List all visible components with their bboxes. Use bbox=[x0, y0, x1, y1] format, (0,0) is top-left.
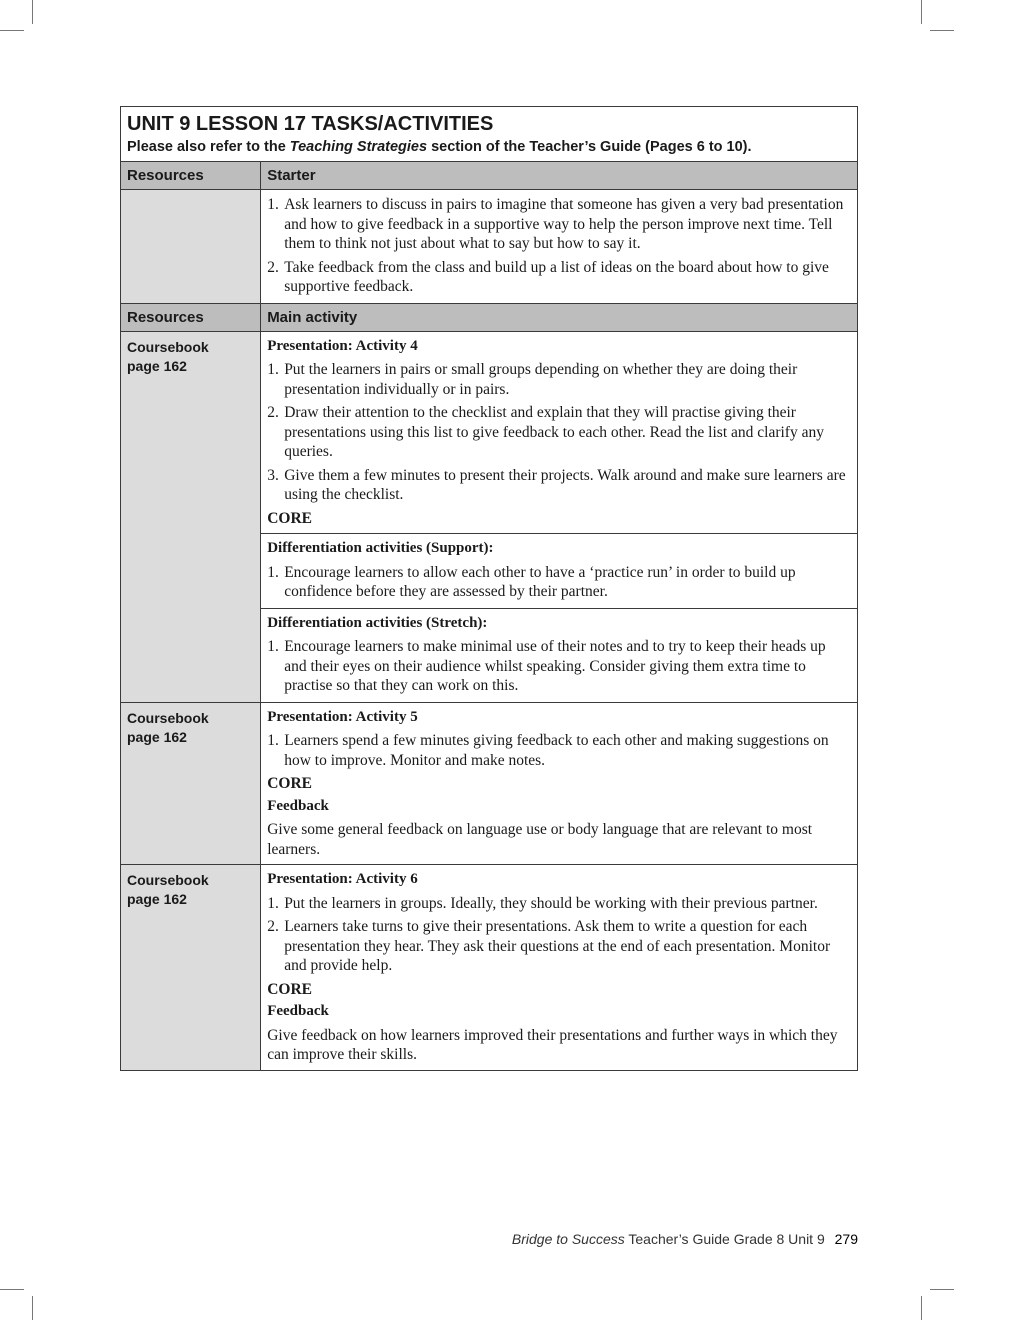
stretch-body bbox=[261, 608, 858, 702]
resources-cell-empty bbox=[121, 190, 261, 304]
activity5-body bbox=[261, 702, 858, 865]
list-item bbox=[267, 466, 849, 505]
subtitle-suffix: section of the Teacher’s Guide (Pages 6 to 10). bbox=[431, 139, 752, 155]
feedback-text: Give some general feedback on language use or body language that are relevant to most learners. bbox=[267, 821, 813, 858]
list-item bbox=[267, 563, 849, 602]
starter-header-row bbox=[121, 162, 858, 190]
activity6-body bbox=[261, 865, 858, 1071]
stretch-title: Differentiation activities (Stretch): bbox=[267, 614, 488, 631]
resources-heading: Resources bbox=[121, 303, 261, 331]
item-number: 2. bbox=[267, 258, 279, 276]
item-number: 1. bbox=[267, 894, 279, 912]
core-label: CORE bbox=[267, 509, 312, 527]
item-text: Draw their attention to the checklist and explain that they will practise giving their presentations using this list to give feedback to each other. Read the list and clarify any queries. bbox=[284, 404, 824, 460]
item-number: 2. bbox=[267, 918, 279, 935]
resource-label: Coursebook bbox=[127, 709, 209, 726]
item-number: 1. bbox=[267, 638, 279, 655]
title-row bbox=[121, 107, 858, 162]
item-text: Give them a few minutes to present their projects. Walk around and make sure learners are using the checklist. bbox=[284, 466, 846, 503]
activity4-row bbox=[121, 331, 858, 534]
list-item bbox=[267, 917, 849, 976]
activity5-row bbox=[121, 702, 858, 865]
footer-text: Teacher’s Guide Grade 8 Unit 9 bbox=[628, 1231, 825, 1247]
resource-page: page 162 bbox=[127, 728, 187, 745]
crop-mark bbox=[0, 1289, 24, 1290]
footer-book-title: Bridge to Success bbox=[511, 1231, 625, 1247]
lesson-table bbox=[120, 106, 858, 1071]
list-item bbox=[267, 195, 849, 254]
activity-title: Presentation: Activity 4 bbox=[267, 337, 418, 354]
activity4-body bbox=[261, 331, 858, 534]
crop-mark bbox=[930, 30, 954, 31]
item-text: Learners spend a few minutes giving feedback to each other and making suggestions on how to improve. Monitor and make notes. bbox=[284, 732, 829, 769]
item-text: Learners take turns to give their presentations. Ask them to write a question for each presentation they hear. They ask their questions at the end of each presentation. Monitor and provide help. bbox=[284, 918, 831, 974]
page-subtitle bbox=[127, 137, 851, 157]
stretch-list bbox=[267, 637, 849, 696]
item-number: 2. bbox=[267, 404, 279, 421]
crop-mark bbox=[32, 0, 33, 24]
crop-mark bbox=[0, 30, 24, 31]
starter-list bbox=[267, 195, 849, 297]
item-text: Encourage learners to make minimal use of their notes and to try to keep their heads up and their eyes on their audience whilst speaking. Consider giving them extra time to practise so that they can work on this. bbox=[284, 638, 826, 694]
list-item bbox=[267, 258, 849, 297]
resource-page: page 162 bbox=[127, 357, 187, 374]
core-label: CORE bbox=[267, 980, 312, 998]
item-text: Put the learners in groups. Ideally, they should be working with their previous partner. bbox=[284, 894, 818, 912]
feedback-text: Give feedback on how learners improved their presentations and further ways in which they can improve their skills. bbox=[267, 1026, 838, 1063]
item-number: 1. bbox=[267, 196, 279, 213]
list-item bbox=[267, 637, 849, 696]
activity6-list bbox=[267, 894, 849, 976]
support-body bbox=[261, 534, 858, 609]
starter-row bbox=[121, 190, 858, 304]
page-number: 279 bbox=[834, 1231, 858, 1247]
list-item bbox=[267, 894, 849, 914]
feedback-title: Feedback bbox=[267, 797, 329, 814]
support-list bbox=[267, 563, 849, 602]
item-number: 3. bbox=[267, 466, 279, 484]
crop-mark bbox=[921, 0, 922, 24]
subtitle-italic: Teaching Strategies bbox=[289, 139, 428, 155]
page-footer bbox=[512, 1231, 858, 1247]
resources-cell bbox=[121, 331, 261, 702]
activity4-list bbox=[267, 360, 849, 505]
activity-title: Presentation: Activity 6 bbox=[267, 871, 418, 887]
list-item bbox=[267, 360, 849, 399]
subtitle-prefix: Please also refer to the bbox=[127, 139, 286, 155]
crop-mark bbox=[32, 1296, 33, 1320]
activity-title: Presentation: Activity 5 bbox=[267, 708, 418, 725]
list-item bbox=[267, 403, 849, 462]
resource-page: page 162 bbox=[127, 891, 187, 907]
item-text: Put the learners in pairs or small groups depending on whether they are doing their presentation individually or in pairs. bbox=[284, 361, 798, 398]
activity5-list bbox=[267, 731, 849, 770]
resource-label: Coursebook bbox=[127, 872, 209, 888]
item-text: Take feedback from the class and build up a list of ideas on the board about how to give supportive feedback. bbox=[284, 258, 829, 295]
main-header-row bbox=[121, 303, 858, 331]
crop-mark bbox=[921, 1296, 922, 1320]
item-number: 1. bbox=[267, 732, 279, 749]
resources-cell bbox=[121, 702, 261, 865]
item-text: Encourage learners to allow each other to have a ‘practice run’ in order to build up confidence before they are assessed by their partner. bbox=[284, 563, 796, 600]
activity6-row bbox=[121, 865, 858, 1071]
item-number: 1. bbox=[267, 563, 279, 581]
resources-cell bbox=[121, 865, 261, 1071]
page-title: UNIT 9 LESSON 17 TASKS/ACTIVITIES bbox=[127, 113, 494, 135]
crop-mark bbox=[930, 1289, 954, 1290]
support-title: Differentiation activities (Support): bbox=[267, 540, 494, 556]
item-text: Ask learners to discuss in pairs to imagine that someone has given a very bad presentation and how to give feedback in a supportive way to help the person improve next time. Tell them to think not just about what to say but how to say it. bbox=[284, 196, 844, 252]
list-item bbox=[267, 731, 849, 770]
starter-body bbox=[261, 190, 858, 304]
resource-label: Coursebook bbox=[127, 338, 209, 355]
title-cell bbox=[121, 107, 858, 162]
item-number: 1. bbox=[267, 361, 279, 378]
core-label: CORE bbox=[267, 775, 312, 792]
resources-heading: Resources bbox=[121, 162, 261, 190]
main-activity-heading: Main activity bbox=[261, 303, 858, 331]
feedback-title: Feedback bbox=[267, 1003, 329, 1019]
starter-heading: Starter bbox=[261, 162, 858, 190]
